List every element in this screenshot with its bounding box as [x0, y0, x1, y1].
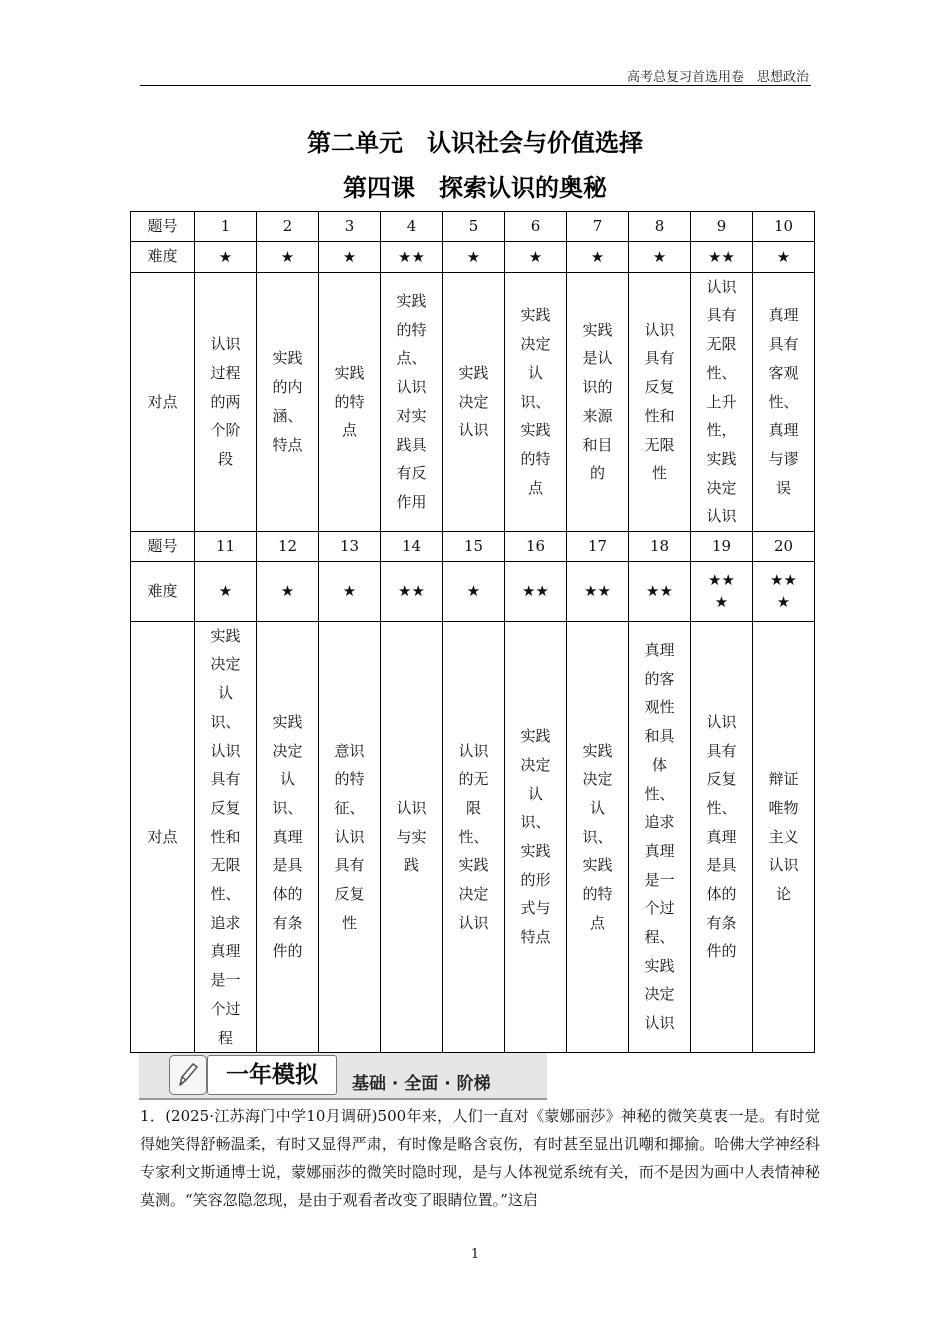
topic-cell: 实践的特点、认识对实践具有反作用	[381, 272, 443, 531]
topic-cell: 认识具有反复性和无限性	[629, 272, 691, 531]
pencil-icon	[169, 1055, 207, 1095]
question-number: 10	[753, 212, 815, 242]
question-number: 16	[505, 532, 567, 562]
header-rule	[140, 85, 811, 86]
topic-cell: 真理具有客观性、真理与谬误	[753, 272, 815, 531]
topic-cell: 实践决定认识、认识具有反复性和无限性、追求真理是一个过程	[195, 621, 257, 1053]
topic-label: 对点	[131, 621, 195, 1053]
question-number: 18	[629, 532, 691, 562]
topic-cell: 实践是认识的来源和目的	[567, 272, 629, 531]
difficulty-stars: ★★★	[753, 561, 815, 621]
difficulty-stars: ★	[319, 241, 381, 272]
topic-cell: 实践决定认识、实践的特点	[505, 272, 567, 531]
topic-cell: 实践决定认识、实践的形式与特点	[505, 621, 567, 1053]
topic-cell: 认识具有无限性、上升性，实践决定认识	[691, 272, 753, 531]
topic-cell: 实践决定认识、真理是具体的有条件的	[257, 621, 319, 1053]
difficulty-stars: ★★	[691, 241, 753, 272]
topic-cell: 实践决定认识	[443, 272, 505, 531]
difficulty-stars: ★	[443, 241, 505, 272]
question-number: 6	[505, 212, 567, 242]
number-row	[131, 532, 815, 562]
question-number: 2	[257, 212, 319, 242]
number-label: 题号	[131, 212, 195, 242]
difficulty-row	[131, 561, 815, 621]
difficulty-stars: ★	[257, 561, 319, 621]
difficulty-stars: ★	[753, 241, 815, 272]
question-number: 4	[381, 212, 443, 242]
question-number: 19	[691, 532, 753, 562]
topic-label: 对点	[131, 272, 195, 531]
difficulty-row	[131, 241, 815, 272]
question-number: 11	[195, 532, 257, 562]
question-number: 7	[567, 212, 629, 242]
difficulty-stars: ★★	[567, 561, 629, 621]
topic-cell: 辩证唯物主义认识论	[753, 621, 815, 1053]
difficulty-label: 难度	[131, 561, 195, 621]
topic-row	[131, 621, 815, 1053]
question-number: 13	[319, 532, 381, 562]
number-label: 题号	[131, 532, 195, 562]
difficulty-stars: ★★	[381, 561, 443, 621]
topic-cell: 认识过程的两个阶段	[195, 272, 257, 531]
difficulty-stars: ★	[195, 241, 257, 272]
topic-cell: 意识的特征、认识具有反复性	[319, 621, 381, 1053]
number-row	[131, 212, 815, 242]
topic-cell: 认识与实践	[381, 621, 443, 1053]
difficulty-stars: ★★	[381, 241, 443, 272]
difficulty-stars: ★	[319, 561, 381, 621]
topic-cell: 实践决定认识、实践的特点	[567, 621, 629, 1053]
question-number: 14	[381, 532, 443, 562]
lesson-title: 第四课 探索认识的奥秘	[343, 174, 607, 202]
section-banner	[139, 1053, 547, 1100]
header-text: 高考总复习首选用卷 思想政治	[626, 70, 809, 85]
difficulty-stars: ★	[629, 241, 691, 272]
question-number: 1	[195, 212, 257, 242]
question-number: 20	[753, 532, 815, 562]
banner-subtitle: 基础 · 全面 · 阶梯	[352, 1074, 491, 1094]
difficulty-stars: ★★	[629, 561, 691, 621]
banner-title: 一年模拟	[207, 1055, 337, 1095]
difficulty-stars: ★	[257, 241, 319, 272]
difficulty-stars: ★★	[505, 561, 567, 621]
question-number: 15	[443, 532, 505, 562]
topic-cell: 认识具有反复性、真理是具体的有条件的	[691, 621, 753, 1053]
question-number: 17	[567, 532, 629, 562]
topic-row	[131, 272, 815, 531]
question-number: 8	[629, 212, 691, 242]
difficulty-stars: ★	[567, 241, 629, 272]
unit-title: 第二单元 认识社会与价值选择	[307, 129, 643, 157]
question-1-text: 1．(2025·江苏海门中学10月调研)500年来，人们一直对《蒙娜丽莎》神秘的微笑莫衷一是。有时觉得她笑得舒畅温柔，有时又显得严肃，有时像是略含哀伤，有时甚至显出讥嘲和揶揄。哈佛大学神经科专家利文斯通博士说，蒙娜丽莎的微笑时隐时现，是与人体视觉系统有关，而不是因为画中人表情神秘莫测。“笑容忽隐忽现，是由于观看者改变了眼睛位置。”这启	[140, 1107, 820, 1209]
difficulty-stars: ★	[443, 561, 505, 621]
difficulty-table-2	[130, 531, 815, 1053]
topic-cell: 认识的无限性、实践决定认识	[443, 621, 505, 1053]
page-number: 1	[470, 1247, 480, 1262]
difficulty-stars: ★★★	[691, 561, 753, 621]
difficulty-table-1	[130, 211, 815, 532]
question-number: 9	[691, 212, 753, 242]
difficulty-stars: ★	[505, 241, 567, 272]
topic-cell: 实践的内涵、特点	[257, 272, 319, 531]
question-number: 12	[257, 532, 319, 562]
question-number: 3	[319, 212, 381, 242]
difficulty-stars: ★	[195, 561, 257, 621]
topic-cell: 真理的客观性和具体性、追求真理是一个过程、实践决定认识	[629, 621, 691, 1053]
difficulty-label: 难度	[131, 241, 195, 272]
topic-cell: 实践的特点	[319, 272, 381, 531]
question-number: 5	[443, 212, 505, 242]
